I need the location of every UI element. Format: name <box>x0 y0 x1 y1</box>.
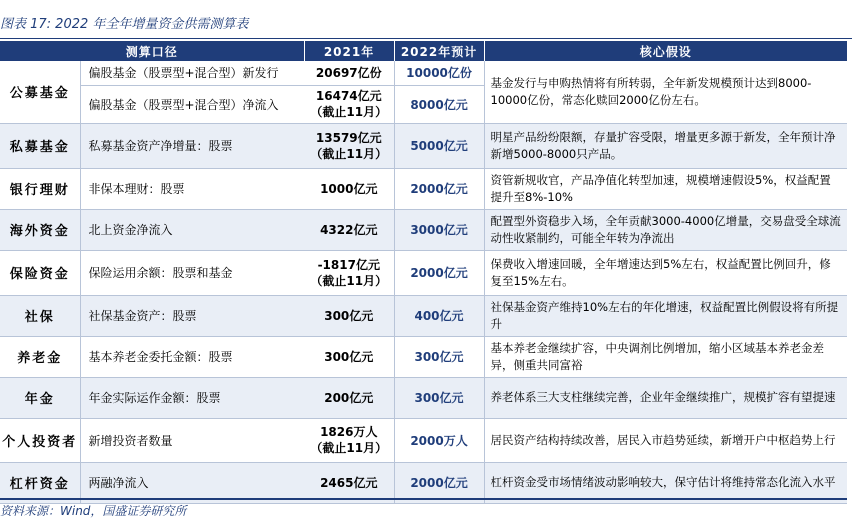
source-note: 资料来源：Wind，国盛证券研究所 <box>0 504 187 518</box>
category-cell: 公募基金 <box>0 61 80 123</box>
category-cell: 养老金 <box>0 336 80 377</box>
category-cell: 年金 <box>0 377 80 418</box>
hypothesis-cell: 杠杆资金受市场情绪波动影响较大，保守估计将维持常态化流入水平 <box>484 462 847 503</box>
category-cell: 杠杆资金 <box>0 462 80 503</box>
value-2021-cell: 4322亿元 <box>304 209 394 250</box>
header-caliber: 测算口径 <box>0 41 304 61</box>
value-2022-cell: 3000亿元 <box>394 209 484 250</box>
value-2022-cell: 300亿元 <box>394 336 484 377</box>
value-2021-note: （截止11月） <box>310 441 388 455</box>
fund-supply-demand-table <box>0 41 847 504</box>
table-row <box>0 462 847 503</box>
category-cell: 私募基金 <box>0 123 80 168</box>
caliber-cell: 偏股基金（股票型+混合型）净流入 <box>80 85 304 123</box>
header-2022: 2022年预计 <box>394 41 484 61</box>
table-row <box>0 61 847 85</box>
table-row <box>0 336 847 377</box>
value-2021-cell: 200亿元 <box>304 377 394 418</box>
value-2021: 1826万人 <box>320 425 378 439</box>
hypothesis-cell: 居民资产结构持续改善，居民入市趋势延续，新增开户中枢趋势上行 <box>484 418 847 462</box>
category-cell: 海外资金 <box>0 209 80 250</box>
hypothesis-cell: 明星产品纷纷限额，存量扩容受限，增量更多源于新发，全年预计净新增5000-8000只产品。 <box>484 123 847 168</box>
caliber-cell: 私募基金资产净增量：股票 <box>80 123 304 168</box>
value-2021-note: （截止11月） <box>310 105 388 119</box>
caliber-cell: 非保本理财：股票 <box>80 168 304 209</box>
value-2021: 16474亿元 <box>315 89 382 103</box>
table-bottom-rule <box>0 498 847 500</box>
caption-text: 图表 17: 2022 年全年增量资金供需测算表 <box>0 17 249 32</box>
category-cell: 银行理财 <box>0 168 80 209</box>
value-2022-cell: 2000亿元 <box>394 462 484 503</box>
value-2022-cell: 300亿元 <box>394 377 484 418</box>
value-2021: 13579亿元 <box>315 130 382 145</box>
value-2022-cell: 8000亿元 <box>394 85 484 123</box>
hypothesis-cell: 养老体系三大支柱继续完善，企业年金继续推广，规模扩容有望提速 <box>484 377 847 418</box>
header-2021: 2021年 <box>304 41 394 61</box>
category-cell: 社保 <box>0 295 80 336</box>
caliber-cell: 保险运用余额：股票和基金 <box>80 250 304 295</box>
category-cell: 个人投资者 <box>0 418 80 462</box>
caliber-cell: 社保基金资产：股票 <box>80 295 304 336</box>
table-row <box>0 295 847 336</box>
value-2021-cell: 300亿元 <box>304 295 394 336</box>
value-2021: 20697亿份 <box>315 65 382 80</box>
value-2022-cell: 2000万人 <box>394 418 484 462</box>
table-row <box>0 168 847 209</box>
hypothesis-cell: 保费收入增速回暖，全年增速达到5%左右，权益配置比例回升，修复至15%左右。 <box>484 250 847 295</box>
hypothesis-cell: 配置型外资稳步入场，全年贡献3000-4000亿增量，交易盘受全球流动性收紧制约，可能全年转为净流出 <box>484 209 847 250</box>
hypothesis-cell: 社保基金资产维持10%左右的年化增速，权益配置比例假设将有所提升 <box>484 295 847 336</box>
caption-divider <box>0 38 852 39</box>
value-2021-cell: 1000亿元 <box>304 168 394 209</box>
caliber-cell: 年金实际运作金额：股票 <box>80 377 304 418</box>
value-2022-cell: 2000亿元 <box>394 168 484 209</box>
hypothesis-cell: 资管新规收官，产品净值化转型加速，规模增速假设5%，权益配置提升至8%-10% <box>484 168 847 209</box>
hypothesis-cell: 基本养老金继续扩容，中央调剂比例增加，缩小区域基本养老金差异，侧重共同富裕 <box>484 336 847 377</box>
caliber-cell: 偏股基金（股票型+混合型）新发行 <box>80 61 304 85</box>
table-row <box>0 123 847 168</box>
value-2021-note: （截止11月） <box>310 146 388 161</box>
value-2022-cell: 2000亿元 <box>394 250 484 295</box>
caliber-cell: 两融净流入 <box>80 462 304 503</box>
value-2021-cell: 2465亿元 <box>304 462 394 503</box>
value-2021-cell <box>304 250 394 295</box>
table-row <box>0 377 847 418</box>
value-2022-cell: 10000亿份 <box>394 61 484 85</box>
value-2021-cell <box>304 85 394 123</box>
figure-caption <box>0 0 852 40</box>
value-2021-cell <box>304 123 394 168</box>
value-2021: -1817亿元 <box>317 257 380 272</box>
caliber-cell: 新增投资者数量 <box>80 418 304 462</box>
table-row <box>0 209 847 250</box>
value-2022-cell: 5000亿元 <box>394 123 484 168</box>
value-2021-cell: 300亿元 <box>304 336 394 377</box>
table-row <box>0 418 847 462</box>
value-2022-cell: 400亿元 <box>394 295 484 336</box>
value-2021-cell <box>304 61 394 85</box>
table-header-row <box>0 41 847 61</box>
header-hypothesis: 核心假设 <box>484 41 847 61</box>
value-2021-note: （截止11月） <box>310 273 388 288</box>
category-cell: 保险资金 <box>0 250 80 295</box>
value-2021-cell <box>304 418 394 462</box>
caliber-cell: 北上资金净流入 <box>80 209 304 250</box>
hypothesis-cell: 基金发行与申购热情将有所转弱，全年新发规模预计达到8000-10000亿份，常态化赎回2000亿份左右。 <box>484 61 847 123</box>
caliber-cell: 基本养老金委托金额：股票 <box>80 336 304 377</box>
table-row <box>0 250 847 295</box>
